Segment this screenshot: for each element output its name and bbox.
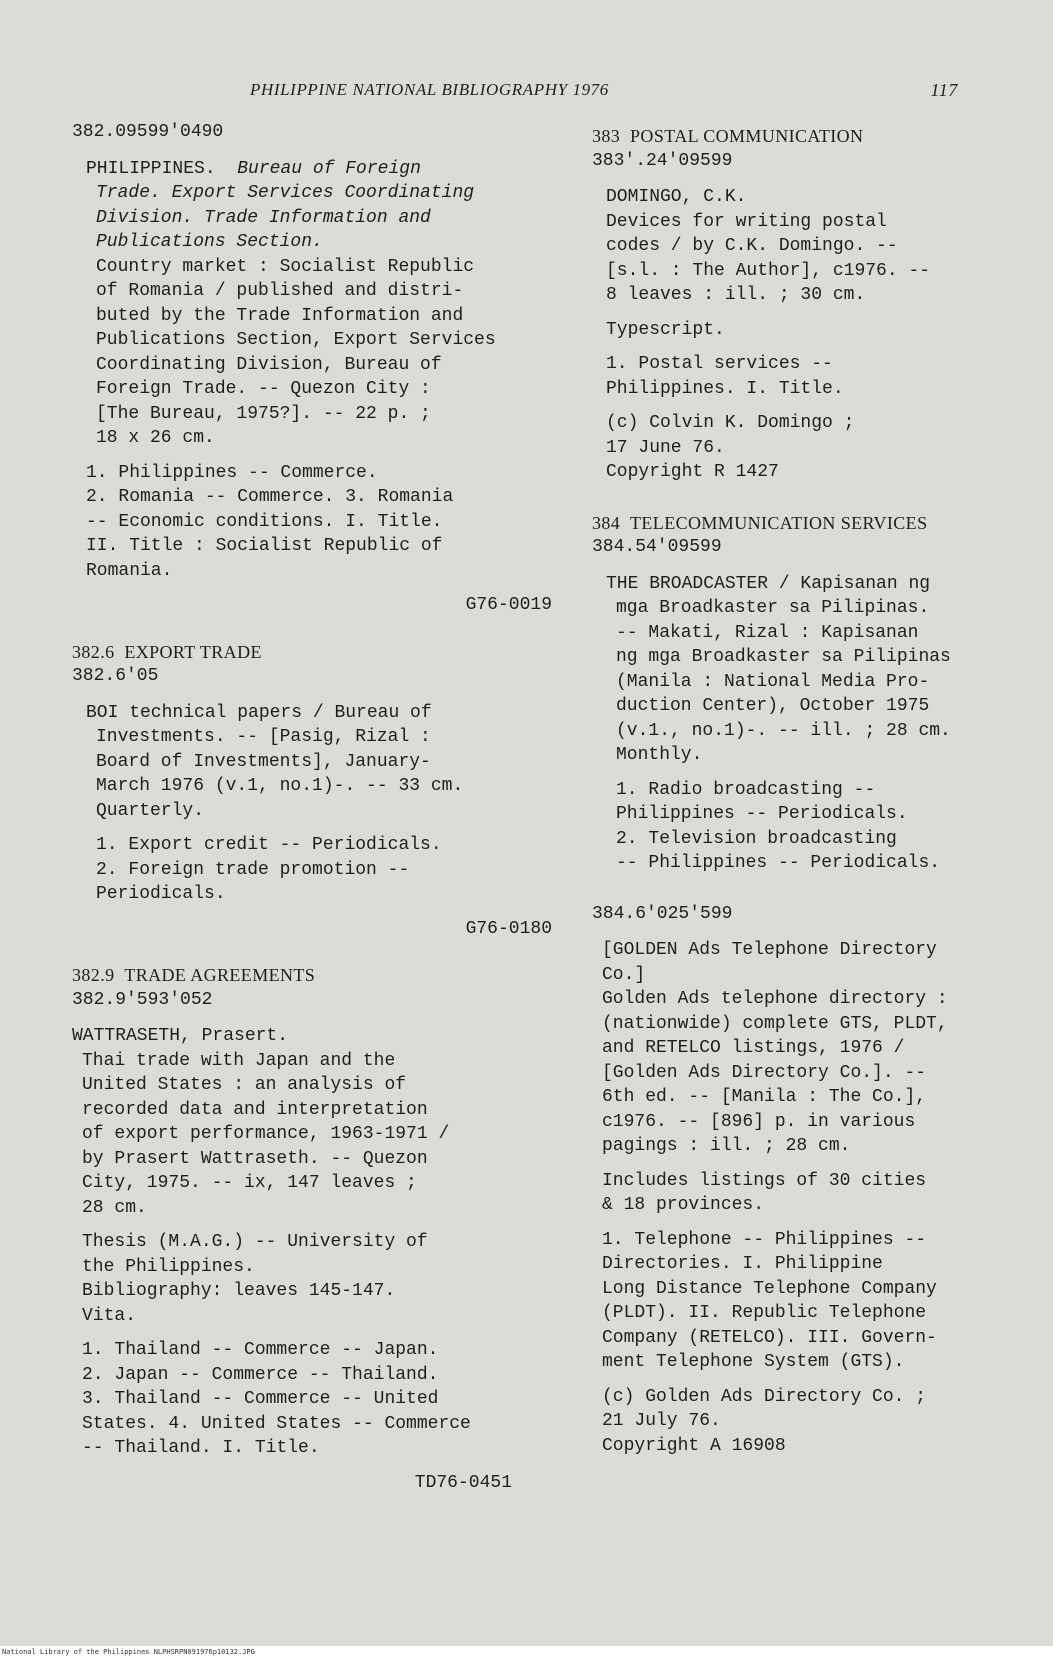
section-heading: 382.9 TRADE AGREEMENTS: [72, 965, 316, 985]
subject-tracings: 1. Thailand -- Commerce -- Japan. 2. Japan -- Commerce -- Thailand. 3. Thailand -- Commerce -- United States. 4. United States -- Commerce -- Thailand. I. Title.: [82, 1340, 471, 1458]
class-number: 382.09599'0490: [72, 122, 224, 142]
sub-class-number: 383'.24'09599: [592, 150, 733, 171]
page-number: 117: [930, 80, 958, 100]
section-postal: [592, 124, 1012, 173]
author-heading: WATTRASETH, Prasert.: [72, 1026, 289, 1046]
section-heading: 383 POSTAL COMMUNICATION: [592, 126, 864, 146]
entry-boi-papers: [72, 701, 552, 942]
notes: Thesis (M.A.G.) -- University of the Philippines. Bibliography: leaves 145-147. Vita.: [82, 1232, 428, 1326]
copyright-statement: (c) Golden Ads Directory Co. ; 21 July 76. Copyright A 16908: [602, 1386, 927, 1456]
subject-tracings: 1. Export credit -- Periodicals. 2. Foreign trade promotion -- Periodicals.: [96, 835, 442, 904]
subject-tracings: 1. Postal services -- Philippines. I. Title.: [606, 354, 844, 399]
scan-footer: National Library of the Philippines NLPHSRPN091976p10132.JPG: [0, 1646, 1053, 1658]
section-trade-agreements: [72, 963, 552, 1012]
title-statement: Devices for writing postal codes / by C.K. Domingo. -- [s.l. : The Author], c1976. -- 8 leaves : ill. ; 30 cm.: [606, 211, 931, 305]
section-heading: 382.6 EXPORT TRADE: [72, 641, 262, 662]
subject-tracings: 1. Philippines -- Commerce. 2. Romania -- Commerce. 3. Romania -- Economic conditions. I. Title. II. Title : Socialist Republic of Romania.: [86, 462, 454, 581]
author-continued: Trade. Export Services Coordinating Division. Trade Information and Publications Section.: [96, 183, 475, 252]
author-heading: PHILIPPINES. Bureau of Foreign: [86, 158, 421, 179]
section-heading: 384 TELECOMMUNICATION SERVICES: [592, 512, 928, 533]
section-export-trade: [72, 640, 552, 689]
control-number: G76-0180: [465, 918, 552, 939]
author-heading: DOMINGO, C.K.: [606, 187, 747, 207]
left-column: [72, 120, 552, 1517]
entry-golden-ads: [592, 938, 1012, 1458]
title-statement: Country market : Socialist Republic of Romania / published and distri- buted by the Trade Information and Publications Section, Export Services Coordinating Division, Bureau of Foreign Trade. -- Quezon City : [The Bureau, 1975?]. -- 22 p. ; 18 x 26 cm.: [96, 256, 496, 448]
control-number: TD76-0451: [414, 1472, 512, 1493]
notes: Includes listings of 30 cities & 18 provinces.: [602, 1170, 927, 1215]
copyright-statement: (c) Colvin K. Domingo ; 17 June 76. Copyright R 1427: [606, 413, 855, 482]
entry-romania: [72, 120, 552, 618]
subject-tracings: 1. Telephone -- Philippines -- Directories. I. Philippine Long Distance Telephone Company (PLDT). II. Republic Telephone Company (RETELCO). III. Govern- ment Telephone System (GTS).: [602, 1229, 937, 1372]
entry-broadcaster: [592, 572, 1012, 876]
title-statement: BOI technical papers / Bureau of Investments. -- [Pasig, Rizal : Board of Investments], January- March 1976 (v.1, no.1)-. -- 33 cm. Quarterly.: [86, 702, 464, 821]
author-heading: [GOLDEN Ads Telephone Directory Co.]: [602, 940, 937, 985]
control-number: G76-0019: [465, 595, 552, 615]
title-statement: Golden Ads telephone directory : (nationwide) complete GTS, PLDT, and RETELCO listings, 1976 / [Golden Ads Directory Co.]. -- 6th ed. -- [Manila : The Co.], c1976. -- [896] p. in various pagings : ill. ; 28 cm.: [602, 989, 948, 1156]
title-statement: Thai trade with Japan and the United States : an analysis of recorded data and interpretation of export performance, 1963-1971 / by Prasert Wattraseth. -- Quezon City, 1975. -- ix, 147 leaves ; 28 cm.: [82, 1050, 450, 1218]
entry-postal-codes: [592, 185, 1012, 485]
page-header: [250, 78, 970, 103]
section-telephone: [592, 902, 1012, 927]
right-column: [592, 124, 1012, 1476]
section-telecom: [592, 511, 1012, 560]
subject-tracings: 1. Radio broadcasting -- Philippines -- Periodicals. 2. Television broadcasting -- Philippines -- Periodicals.: [616, 779, 941, 873]
title-statement: THE BROADCASTER / Kapisanan ng mga Broadkaster sa Pilipinas. -- Makati, Rizal : Kapisanan ng mga Broadkaster sa Pilipinas (Manila : National Media Pro- duction Center), October 1975 (v.1., no.1)-. -- ill. ; 28 cm. Monthly.: [606, 573, 951, 765]
sub-class-number: 382.9'593'052: [72, 989, 213, 1010]
sub-class-number: 382.6'05: [72, 666, 159, 686]
sub-class-number: 384.6'025'599: [592, 903, 733, 924]
sub-class-number: 384.54'09599: [592, 537, 722, 557]
notes: Typescript.: [606, 319, 725, 340]
entry-thai-trade: [72, 1024, 552, 1495]
running-title: PHILIPPINE NATIONAL BIBLIOGRAPHY 1976: [250, 80, 609, 99]
